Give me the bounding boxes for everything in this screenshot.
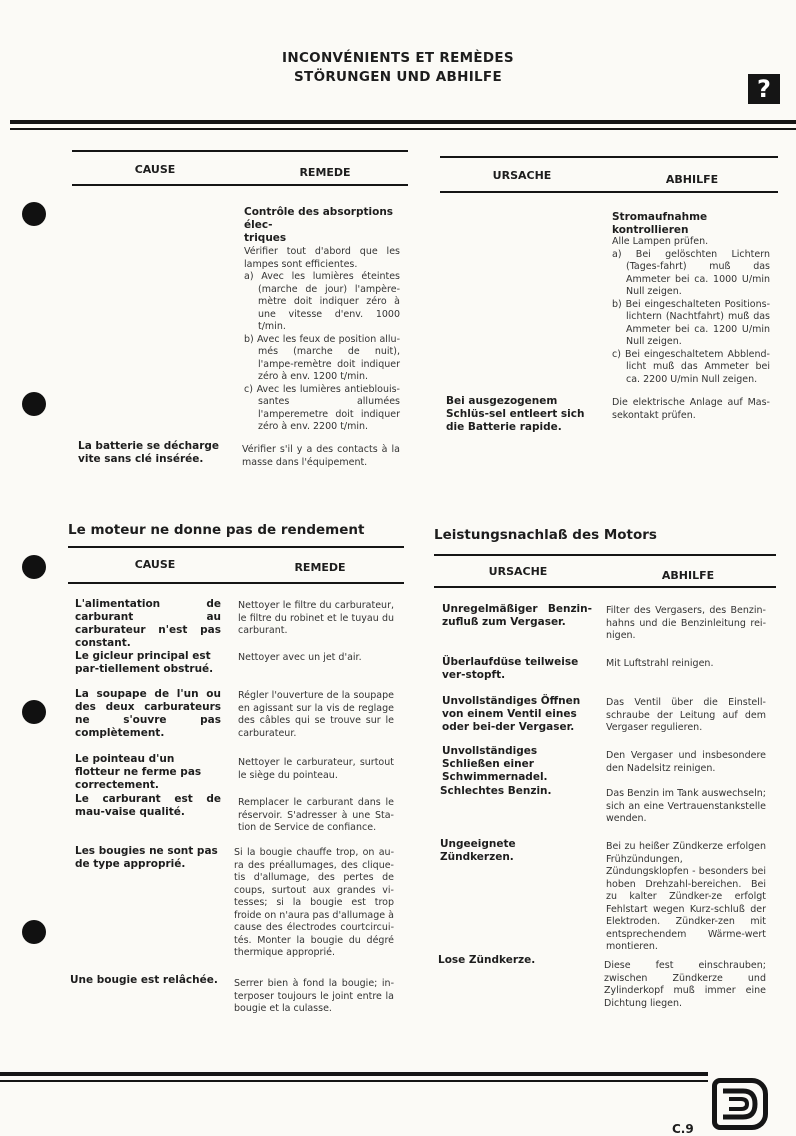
col-remede-header: REMEDE [299, 166, 351, 179]
col-cause-header: CAUSE [134, 163, 176, 176]
cause-row: La batterie se décharge vite sans clé insérée. [78, 440, 220, 465]
top-rule [10, 120, 796, 124]
bottom-rule [0, 1072, 708, 1076]
cause-row: Le gicleur principal est par-tiellement obstrué. [75, 650, 214, 675]
ursache-row: Unvollständiges Schließen einer Schwimmernadel. [442, 745, 548, 783]
brand-logo-icon [712, 1078, 768, 1130]
remede-row: Vérifier s'il y a des contacts à la masse dans l'équipement. [242, 444, 400, 468]
top-rule-thin [10, 128, 796, 130]
remede-row: Nettoyer le carburateur, surtout le siège du pointeau. [238, 757, 394, 781]
table1-de-header-rule [440, 191, 778, 193]
abhilfe-heading: Stromaufnahme kontrollieren [612, 211, 708, 236]
page-number: C.9 [672, 1122, 694, 1136]
section-title-de: Leistungsnachlaß des Motors [434, 527, 657, 543]
remede-row: Si la bougie chauffe trop, on au-ra des préallumages, des clique-tis d'allumage, des pertes de coups, surtout aux grandes vi-tesses; si la bougie est trop froide on n'aura pas d'allumage à cause des électrodes courtcircui-tés. Monter la bougie du dégré thermique approprié. [234, 847, 394, 958]
abhilfe-item: c) Bei eingeschaltetem Abblend-licht muß das Ammeter bei ca. 2200 U/min Null zeigen. [612, 348, 770, 385]
ursache-row: Bei ausgezogenem Schlüs-sel entleert sich die Batterie rapide. [446, 395, 585, 433]
binder-hole [22, 555, 46, 579]
abhilfe-block [612, 236, 770, 386]
abhilfe-item: a) Bei gelöschten Lichtern (Tages-fahrt) muß das Ammeter bei ca. 1000 U/min Null zeigen. [612, 248, 770, 297]
title-de: STÖRUNGEN UND ABHILFE [294, 69, 502, 85]
binder-hole [22, 392, 46, 416]
table1-de-top-rule [440, 156, 778, 158]
remede-item: b) Avec les feux de position allu-més (marche de nuit), l'ampe-remètre doit indiquer zéro à env. 1200 t/min. [244, 333, 400, 382]
ursache-row: Unvollständiges Öffnen von einem Ventil eines oder bei-der Vergaser. [442, 695, 581, 733]
title-fr: INCONVÉNIENTS ET REMÈDES [282, 50, 514, 66]
abhilfe-row: Mit Luftstrahl reinigen. [606, 658, 714, 669]
col-abhilfe-header: ABHILFE [665, 173, 719, 186]
binder-hole [22, 700, 46, 724]
abhilfe-row: Diese fest einschrauben; zwischen Zündkerze und Zylinderkopf muß immer eine Dichtung liegen. [604, 960, 766, 1009]
ursache-row: Ungeeignete Zündkerzen. [440, 838, 516, 863]
remede-row: Nettoyer le filtre du carburateur, le filtre du robinet et le tuyau du carburant. [238, 600, 394, 636]
binder-hole [22, 202, 46, 226]
remede-row: Remplacer le carburant dans le réservoir. S'adresser à une Sta-tion de Service de confiance. [238, 797, 394, 833]
remede-row: Régler l'ouverture de la soupape en agissant sur la vis de reglage des câbles qui se trouve sur le carburateur. [238, 690, 394, 739]
section2-de-header-rule [434, 586, 776, 588]
binder-hole [22, 920, 46, 944]
help-question-icon: ? [748, 74, 780, 104]
abhilfe-row: Den Vergaser und insbesondere den Nadelsitz reinigen. [606, 750, 766, 774]
cause-row: L'alimentation de carburant au carburateur n'est pas constant. [75, 598, 221, 649]
col-abhilfe-header: ABHILFE [661, 569, 715, 582]
col-cause-header: CAUSE [134, 558, 176, 571]
cause-row: Une bougie est relâchée. [70, 974, 218, 986]
abhilfe-item: b) Bei eingeschalteten Positions-lichtern (Nachtfahrt) muß das Ammeter bei ca. 1200 U/min Null zeigen. [612, 298, 770, 347]
table1-fr-header-rule [72, 184, 408, 186]
section2-fr-top-rule [68, 546, 404, 548]
bottom-rule-thin [0, 1080, 708, 1082]
abhilfe-intro: Alle Lampen prüfen. [612, 236, 709, 247]
section2-fr-header-rule [68, 582, 404, 584]
ursache-row: Überlaufdüse teilweise ver-stopft. [442, 656, 579, 681]
ursache-row: Lose Zündkerze. [438, 954, 536, 966]
remede-heading: Contrôle des absorptions élec- triques [244, 206, 394, 244]
abhilfe-row: Bei zu heißer Zündkerze erfolgen Frühzündungen, Zündungsklopfen - besonders bei hoben Drehzahl-bereichen. Bei zu kalter Zündker-ze erfolgt Fehlstart wegen Kurz-schluß der Elektroden. Zündker-zen mit entsprechendem Wärme-wert montieren. [606, 841, 766, 952]
section2-de-top-rule [434, 554, 776, 556]
section-title-fr: Le moteur ne donne pas de rendement [68, 522, 365, 538]
abhilfe-row: Die elektrische Anlage auf Mas-sekontakt prüfen. [612, 397, 770, 421]
col-remede-header: REMEDE [294, 561, 346, 574]
col-ursache-header: URSACHE [492, 169, 552, 182]
abhilfe-row: Das Benzin im Tank auswechseln; sich an eine Vertrauenstankstelle wenden. [606, 788, 766, 824]
ursache-row: Schlechtes Benzin. [440, 785, 552, 797]
cause-row: Le pointeau d'un flotteur ne ferme pas correctement. [75, 753, 202, 791]
table1-fr-top-rule [72, 150, 408, 152]
abhilfe-row: Filter des Vergasers, des Benzin-hahns und die Benzinleitung rei-nigen. [606, 605, 766, 641]
remede-row: Nettoyer avec un jet d'air. [238, 652, 362, 663]
cause-row: La soupape de l'un ou des deux carburateurs ne s'ouvre pas complètement. [75, 688, 221, 739]
remede-intro: Vérifier tout d'abord que les lampes sont efficientes. [244, 246, 400, 270]
remede-row: Serrer bien à fond la bougie; in-terposer toujours le joint entre la bougie et la culasse. [234, 978, 394, 1014]
col-ursache-header: URSACHE [488, 565, 548, 578]
ursache-row: Unregelmäßiger Benzin-zufluß zum Vergaser. [442, 603, 592, 628]
remede-item: c) Avec les lumières antieblouis-santes allumées l'amperemetre doit indiquer zéro à env. 2200 t/min. [244, 383, 400, 432]
cause-row: Les bougies ne sont pas de type approprié. [75, 845, 218, 870]
cause-row: Le carburant est de mau-vaise qualité. [75, 793, 221, 818]
remede-item: a) Avec les lumières éteintes (marche de jour) l'ampère-mètre doit indiquer zéro à une vitesse d'env. 1000 t/min. [244, 271, 400, 332]
abhilfe-row: Das Ventil über die Einstell-schraube der Leitung auf dem Vergaser regulieren. [606, 697, 766, 733]
remede-block [244, 246, 400, 434]
